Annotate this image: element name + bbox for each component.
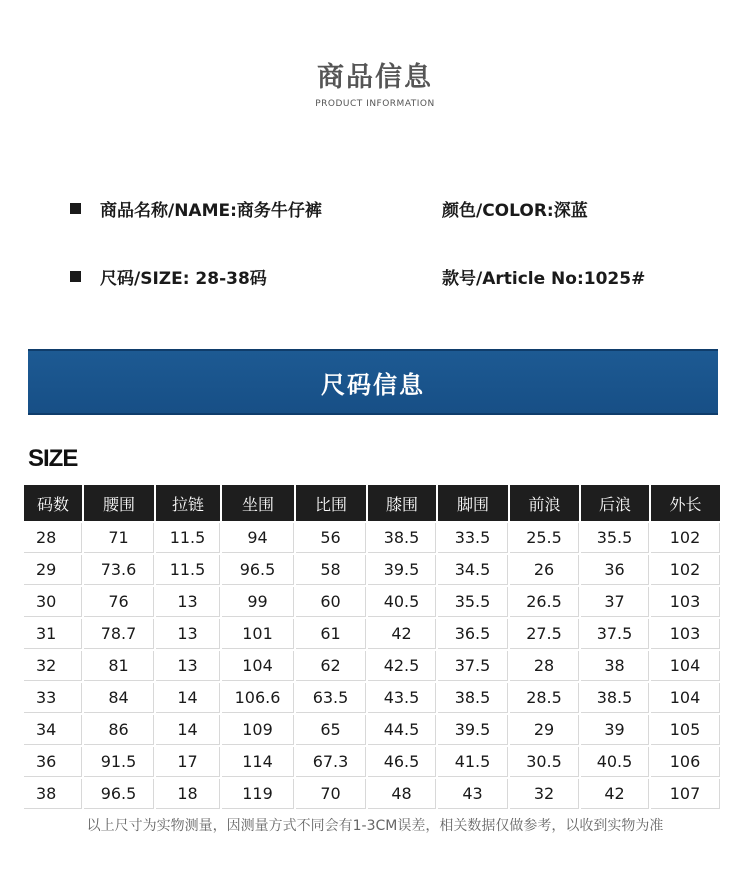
size-cell: 38 — [24, 779, 82, 809]
measurement-cell: 103 — [651, 587, 720, 617]
banner-title: 尺码信息 — [321, 370, 425, 399]
measurement-cell: 11.5 — [156, 555, 220, 585]
table-row — [24, 555, 720, 585]
measurement-cell: 32 — [510, 779, 579, 809]
measurement-cell: 39.5 — [438, 715, 508, 745]
measurement-cell: 37.5 — [581, 619, 649, 649]
measurement-cell: 13 — [156, 587, 220, 617]
measurement-cell: 39.5 — [368, 555, 436, 585]
measurement-cell: 38 — [581, 651, 649, 681]
measurement-cell: 36.5 — [438, 619, 508, 649]
measurement-cell: 27.5 — [510, 619, 579, 649]
measurement-cell: 37.5 — [438, 651, 508, 681]
measurement-cell: 107 — [651, 779, 720, 809]
size-cell: 30 — [24, 587, 82, 617]
table-row — [24, 747, 720, 777]
measurement-cell: 48 — [368, 779, 436, 809]
header-cell: 外长 — [651, 485, 720, 521]
measurement-cell: 41.5 — [438, 747, 508, 777]
measurement-cell: 84 — [84, 683, 154, 713]
product-name: 商品名称/NAME:商务牛仔裤 — [100, 201, 322, 221]
measurement-cell: 14 — [156, 683, 220, 713]
measurement-cell: 43 — [438, 779, 508, 809]
table-row — [24, 587, 720, 617]
table-row — [24, 715, 720, 745]
measurement-cell: 26.5 — [510, 587, 579, 617]
size-label: SIZE — [28, 445, 78, 472]
size-cell: 32 — [24, 651, 82, 681]
measurement-cell: 25.5 — [510, 523, 579, 553]
measurement-cell: 103 — [651, 619, 720, 649]
product-article: 款号/Article No:1025# — [442, 269, 646, 289]
header-cell: 腰围 — [84, 485, 154, 521]
measurement-cell: 39 — [581, 715, 649, 745]
measurement-cell: 119 — [222, 779, 294, 809]
size-cell: 34 — [24, 715, 82, 745]
measurement-cell: 101 — [222, 619, 294, 649]
measurement-cell: 81 — [84, 651, 154, 681]
size-info-banner — [28, 349, 718, 415]
measurement-cell: 18 — [156, 779, 220, 809]
bullet-icon — [70, 203, 81, 214]
measurement-cell: 71 — [84, 523, 154, 553]
measurement-cell: 65 — [296, 715, 366, 745]
measurement-cell: 105 — [651, 715, 720, 745]
measurement-cell: 56 — [296, 523, 366, 553]
measurement-cell: 109 — [222, 715, 294, 745]
page-title: 商品信息 — [317, 62, 433, 93]
page-subtitle: PRODUCT INFORMATION — [315, 99, 435, 109]
measurement-cell: 60 — [296, 587, 366, 617]
measurement-cell: 40.5 — [368, 587, 436, 617]
measurement-cell: 91.5 — [84, 747, 154, 777]
product-color: 颜色/COLOR:深蓝 — [442, 201, 588, 221]
header-cell: 比围 — [296, 485, 366, 521]
measurement-cell: 38.5 — [368, 523, 436, 553]
measurement-cell: 70 — [296, 779, 366, 809]
measurement-cell: 26 — [510, 555, 579, 585]
measurement-cell: 17 — [156, 747, 220, 777]
measurement-cell: 35.5 — [581, 523, 649, 553]
measurement-cell: 13 — [156, 651, 220, 681]
header-cell: 前浪 — [510, 485, 579, 521]
measurement-cell: 42.5 — [368, 651, 436, 681]
measurement-cell: 58 — [296, 555, 366, 585]
measurement-cell: 63.5 — [296, 683, 366, 713]
measurement-cell: 30.5 — [510, 747, 579, 777]
measurement-cell: 46.5 — [368, 747, 436, 777]
measurement-cell: 78.7 — [84, 619, 154, 649]
size-cell: 28 — [24, 523, 82, 553]
measurement-cell: 28.5 — [510, 683, 579, 713]
measurement-cell: 76 — [84, 587, 154, 617]
bullet-icon — [70, 271, 81, 282]
size-cell: 31 — [24, 619, 82, 649]
measurement-cell: 38.5 — [581, 683, 649, 713]
table-body — [24, 523, 720, 809]
measurement-cell: 14 — [156, 715, 220, 745]
measurement-cell: 42 — [581, 779, 649, 809]
size-table — [22, 483, 722, 811]
product-size: 尺码/SIZE: 28-38码 — [100, 269, 267, 289]
measurement-cell: 102 — [651, 523, 720, 553]
measurement-cell: 104 — [651, 651, 720, 681]
header-cell: 拉链 — [156, 485, 220, 521]
measurement-cell: 43.5 — [368, 683, 436, 713]
measurement-cell: 34.5 — [438, 555, 508, 585]
footnote: 以上尺寸为实物测量，因测量方式不同会有1-3CM误差，相关数据仅做参考，以收到实物为准 — [86, 818, 664, 834]
measurement-cell: 33.5 — [438, 523, 508, 553]
measurement-cell: 102 — [651, 555, 720, 585]
measurement-cell: 44.5 — [368, 715, 436, 745]
header-cell: 码数 — [24, 485, 82, 521]
measurement-cell: 37 — [581, 587, 649, 617]
measurement-cell: 106.6 — [222, 683, 294, 713]
measurement-cell: 96.5 — [222, 555, 294, 585]
header-cell: 后浪 — [581, 485, 649, 521]
measurement-cell: 42 — [368, 619, 436, 649]
header-cell: 膝围 — [368, 485, 436, 521]
measurement-cell: 96.5 — [84, 779, 154, 809]
measurement-cell: 73.6 — [84, 555, 154, 585]
measurement-cell: 38.5 — [438, 683, 508, 713]
table-header-row — [24, 485, 720, 521]
table-row — [24, 683, 720, 713]
header-cell: 坐围 — [222, 485, 294, 521]
table-row — [24, 651, 720, 681]
measurement-cell: 29 — [510, 715, 579, 745]
measurement-cell: 106 — [651, 747, 720, 777]
measurement-cell: 13 — [156, 619, 220, 649]
measurement-cell: 114 — [222, 747, 294, 777]
measurement-cell: 36 — [581, 555, 649, 585]
table-row — [24, 619, 720, 649]
size-cell: 36 — [24, 747, 82, 777]
table-row — [24, 779, 720, 809]
measurement-cell: 104 — [651, 683, 720, 713]
table-row — [24, 523, 720, 553]
header-cell: 脚围 — [438, 485, 508, 521]
measurement-cell: 11.5 — [156, 523, 220, 553]
measurement-cell: 99 — [222, 587, 294, 617]
measurement-cell: 61 — [296, 619, 366, 649]
measurement-cell: 67.3 — [296, 747, 366, 777]
measurement-cell: 104 — [222, 651, 294, 681]
measurement-cell: 86 — [84, 715, 154, 745]
measurement-cell: 35.5 — [438, 587, 508, 617]
size-cell: 29 — [24, 555, 82, 585]
measurement-cell: 28 — [510, 651, 579, 681]
size-cell: 33 — [24, 683, 82, 713]
measurement-cell: 40.5 — [581, 747, 649, 777]
measurement-cell: 94 — [222, 523, 294, 553]
measurement-cell: 62 — [296, 651, 366, 681]
